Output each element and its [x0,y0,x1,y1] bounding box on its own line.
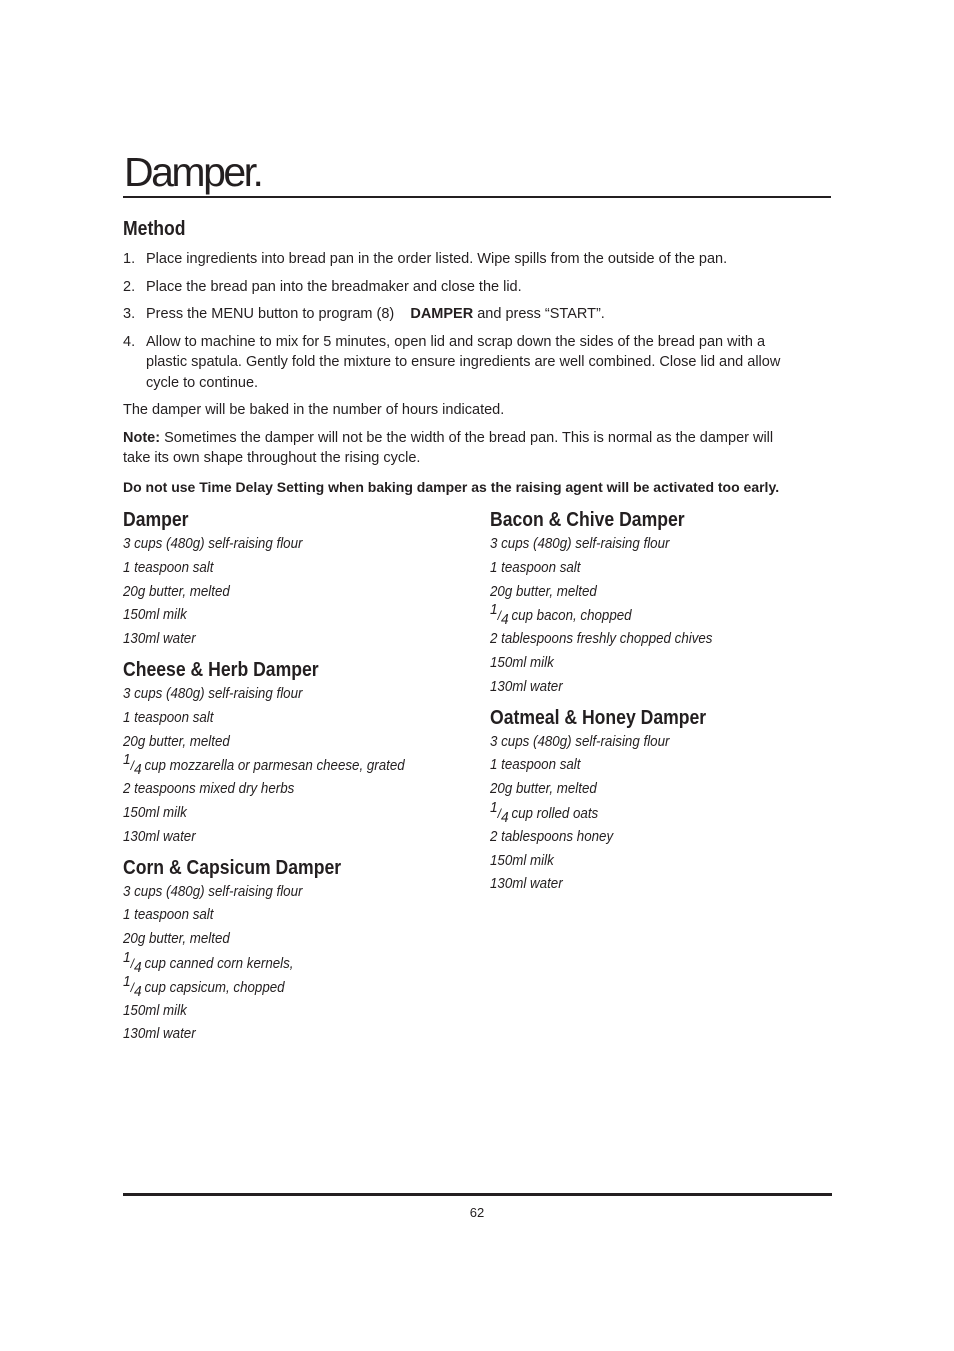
step-text: Allow to machine to mix for 5 minutes, open lid and scrap down the sides of the bread pan with a plastic spatula. Gently fold the mixture to ensure ingredients are well combined. Close lid and allow cycle to continue. [146,333,781,391]
ingredient-item: 150ml milk [490,852,554,869]
method-section [123,249,803,497]
ingredient-item: 20g butter, melted [123,931,230,948]
fraction-slash: / [130,979,135,995]
ingredient-item: 3 cups (480g) self-raising flour [123,536,303,552]
recipe-oatmeal-honey-damper [490,706,830,898]
ingredient-item: 1 teaspoon salt [490,757,581,774]
ingredient-item [123,948,436,976]
step-number: 2. [123,278,136,295]
footer-divider [123,1193,832,1196]
ingredient-item: 130ml water [123,1026,196,1043]
method-step-4 [123,332,803,394]
baked-note: The damper will be baked in the number of hours indicated. [123,402,505,418]
recipe-title: Damper [123,509,189,531]
step-text-before: Press the MENU button to program (8) [146,306,395,322]
step-number: 4. [123,333,136,350]
ingredient-item [490,601,803,629]
recipe-title: Cheese & Herb Damper [123,658,319,681]
fraction-slash: / [130,758,135,774]
method-step-3 [123,304,803,325]
note-text: Sometimes the damper will not be the width of the bread pan. This is normal as the damper will take its own shape throughout the rising cycle. [123,429,774,466]
ingredient-item: 130ml water [123,631,196,648]
ingredient-list [123,533,463,652]
ingredient-item: 150ml milk [123,804,187,821]
ingredient-item: 1 teaspoon salt [123,907,214,924]
ingredient-text: cup rolled oats [511,805,599,822]
ingredient-item: 1 teaspoon salt [123,559,214,576]
step-text: Place the bread pan into the breadmaker and close the lid. [146,278,522,295]
recipes-right-column [490,508,830,903]
ingredient-item: 20g butter, melted [123,733,230,750]
ingredient-item: 150ml milk [123,607,187,624]
ingredient-item [490,798,803,826]
ingredient-item: 3 cups (480g) self-raising flour [123,883,303,900]
step-number: 3. [123,306,136,322]
page-title: Damper. [124,149,262,195]
ingredient-text: cup capsicum, chopped [144,979,285,996]
note-label: Note: [123,429,161,446]
recipe-cheese-herb-damper [123,658,463,850]
fraction-denominator: 4 [501,808,509,826]
ingredient-list [123,683,463,850]
fraction-numerator: 1 [123,948,131,966]
method-step-1 [123,249,803,270]
fraction-denominator: 4 [134,958,142,976]
recipe-corn-capsicum-damper [123,856,463,1048]
ingredient-item: 1 teaspoon salt [123,709,214,726]
ingredient-item: 130ml water [490,876,563,893]
ingredient-item: 130ml water [123,828,196,845]
ingredient-list [490,731,830,898]
method-heading: Method [123,218,186,240]
fraction-numerator: 1 [123,751,131,769]
ingredient-item: 2 tablespoons freshly chopped chives [490,631,713,648]
ingredient-item: 2 tablespoons honey [490,828,614,845]
fraction-denominator: 4 [134,761,142,779]
recipe-damper [123,508,463,652]
ingredient-item: 20g butter, melted [490,583,597,600]
recipes-left-column [123,508,463,1053]
recipe-title: Corn & Capsicum Damper [123,856,342,879]
note-paragraph [123,428,803,469]
step-text: Place ingredients into bread pan in the order listed. Wipe spills from the outside of the pan. [146,251,728,267]
ingredient-list [490,533,830,700]
step-text-after: and press “START”. [477,306,605,322]
fraction-slash: / [497,608,502,624]
ingredient-item: 20g butter, melted [123,583,230,600]
ingredient-item: 3 cups (480g) self-raising flour [490,536,670,552]
ingredient-item [123,751,436,779]
fraction-numerator: 1 [490,601,498,619]
fraction-denominator: 4 [134,982,142,1000]
fraction-slash: / [497,805,502,821]
ingredient-list [123,881,463,1048]
ingredient-item: 3 cups (480g) self-raising flour [123,685,303,702]
ingredient-item: 20g butter, melted [490,781,597,798]
ingredient-item: 150ml milk [490,654,554,671]
ingredient-item: 150ml milk [123,1002,187,1019]
ingredient-item: 130ml water [490,678,563,695]
recipe-title: Oatmeal & Honey Damper [490,706,707,729]
page-number: 62 [469,1205,485,1220]
fraction-numerator: 1 [123,972,131,990]
step-emphasis: DAMPER [410,306,474,322]
fraction-slash: / [130,955,135,971]
ingredient-item: 2 teaspoons mixed dry herbs [123,781,295,798]
ingredient-item [123,972,436,1000]
ingredient-text: cup mozzarella or parmesan cheese, grated [144,758,405,775]
fraction-numerator: 1 [490,798,498,816]
step-number: 1. [123,251,136,267]
ingredient-text: cup bacon, chopped [511,608,632,625]
title-divider [123,196,831,198]
fraction-denominator: 4 [501,611,509,629]
recipe-title: Bacon & Chive Damper [490,509,685,531]
ingredient-item: 1 teaspoon salt [490,559,581,576]
ingredient-text: cup canned corn kernels, [144,955,294,972]
method-step-2 [123,277,803,298]
recipe-bacon-chive-damper [490,508,830,700]
time-delay-warning: Do not use Time Delay Setting when baking damper as the raising agent will be activated too early. [123,478,780,495]
ingredient-item: 3 cups (480g) self-raising flour [490,733,670,750]
